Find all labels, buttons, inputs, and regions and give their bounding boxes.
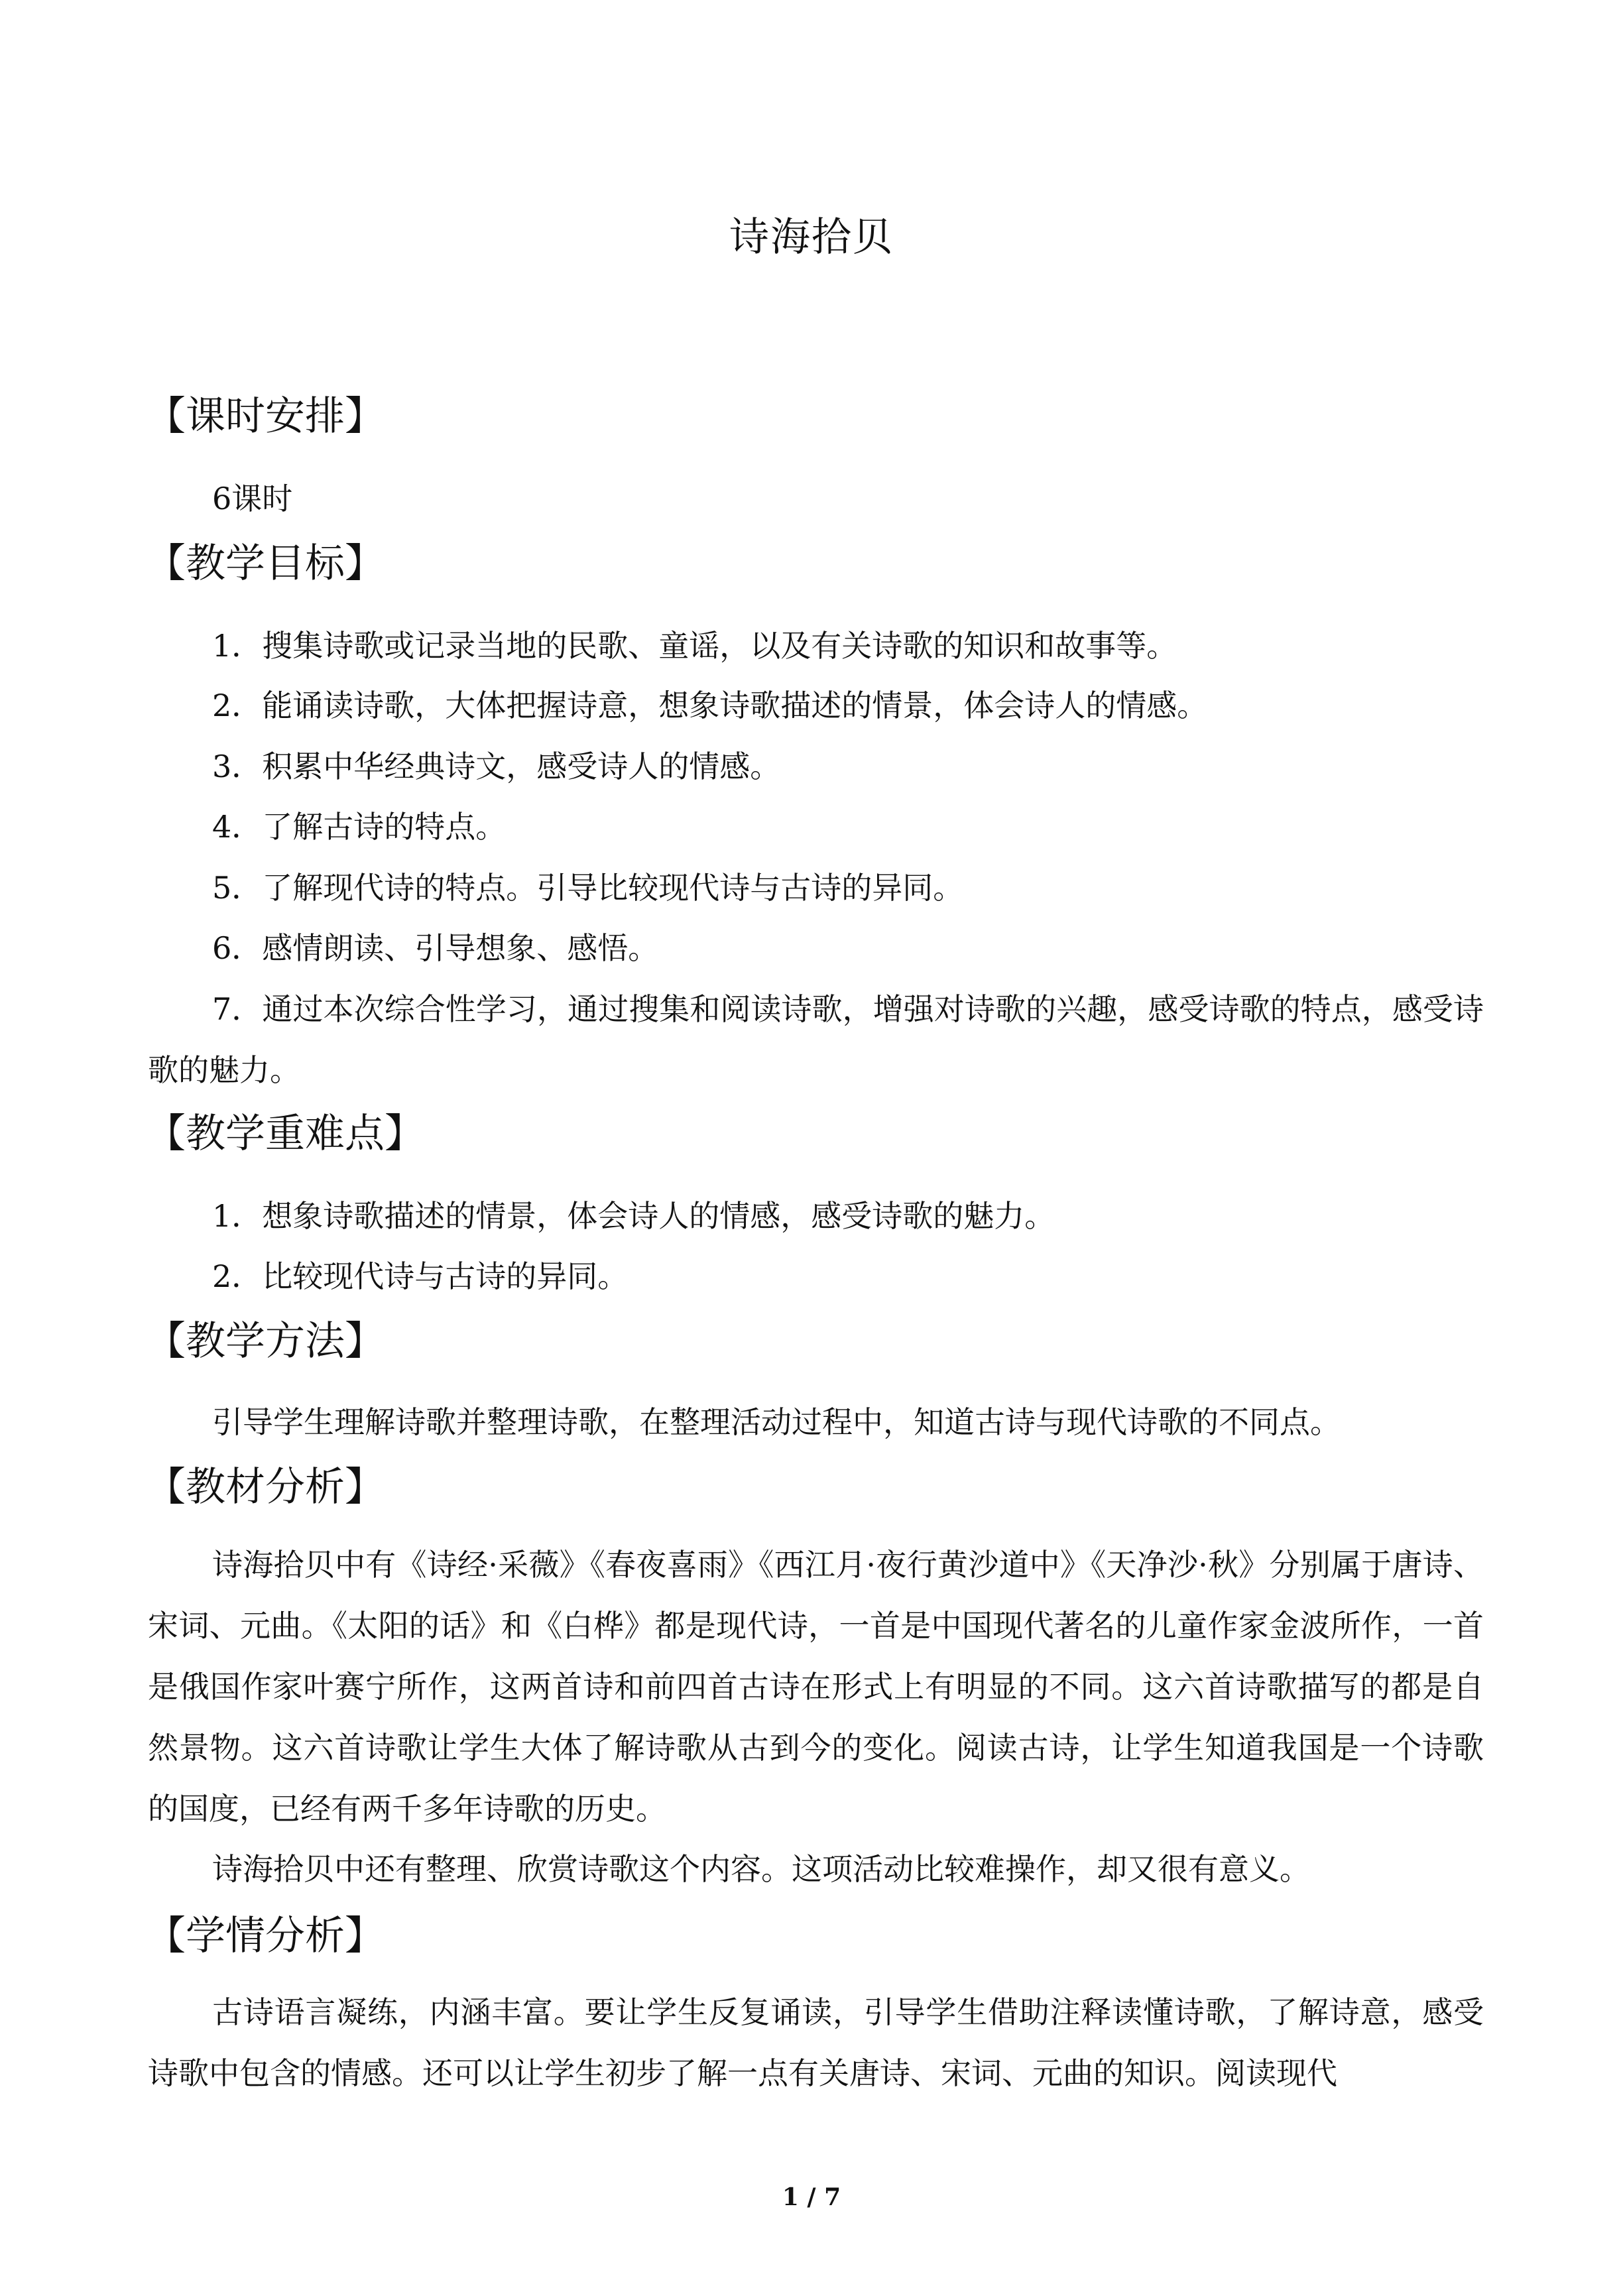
goal-item-1: 1．搜集诗歌或记录当地的民歌、童谣，以及有关诗歌的知识和故事等。 (212, 628, 1177, 664)
schedule-content: 6课时 (212, 481, 293, 516)
heading-material: 【教材分析】 (146, 1464, 385, 1510)
methods-content: 引导学生理解诗歌并整理诗歌，在整理活动过程中，知道古诗与现代诗歌的不同点。 (212, 1404, 1341, 1440)
heading-students: 【学情分析】 (146, 1913, 385, 1959)
material-paragraph-1: 诗海拾贝中有《诗经·采薇》《春夜喜雨》《西江月·夜行黄沙道中》《天净沙·秋》分别属于唐诗、宋词、元曲。《太阳的话》和《白桦》都是现代诗，一首是中国现代著名的儿童作家金波所作，一首是俄国作家叶赛宁所作，这两首诗和前四首古诗在形式上有明显的不同。这六首诗歌描写的都是自然景物。这六首诗歌让学生大体了解诗歌从古到今的变化。阅读古诗，让学生知道我国是一个诗歌的国度，已经有两千多年诗歌的历史。 (148, 1547, 1484, 1827)
goal-item-7: 7．通过本次综合性学习，通过搜集和阅读诗歌，增强对诗歌的兴趣，感受诗歌的特点，感受诗歌的魅力。 (148, 991, 1484, 1088)
document-title: 诗海拾贝 (729, 214, 894, 261)
material-paragraph-2: 诗海拾贝中还有整理、欣赏诗歌这个内容。这项活动比较难操作，却又很有意义。 (212, 1851, 1310, 1887)
goal-item-3: 3．积累中华经典诗文，感受诗人的情感。 (212, 749, 781, 784)
heading-methods: 【教学方法】 (146, 1318, 385, 1364)
goal-item-4: 4．了解古诗的特点。 (212, 809, 507, 845)
key-point-1: 1．想象诗歌描述的情景，体会诗人的情感，感受诗歌的魅力。 (212, 1198, 1055, 1234)
students-content: 古诗语言凝练，内涵丰富。要让学生反复诵读，引导学生借助注释读懂诗歌，了解诗意，感受诗歌中包含的情感。还可以让学生初步了解一点有关唐诗、宋词、元曲的知识。阅读现代 (148, 1994, 1484, 2091)
goal-item-6: 6．感情朗读、引导想象、感悟。 (212, 930, 659, 966)
key-point-2: 2．比较现代诗与古诗的异同。 (212, 1258, 629, 1294)
heading-goals: 【教学目标】 (146, 540, 385, 587)
heading-schedule: 【课时安排】 (146, 393, 385, 440)
heading-key-points: 【教学重难点】 (146, 1111, 424, 1157)
goal-item-5: 5．了解现代诗的特点。引导比较现代诗与古诗的异同。 (212, 870, 964, 906)
goal-item-2: 2．能诵读诗歌，大体把握诗意，想象诗歌描述的情景，体会诗人的情感。 (212, 688, 1208, 723)
page-number: 1 / 7 (782, 2183, 841, 2211)
